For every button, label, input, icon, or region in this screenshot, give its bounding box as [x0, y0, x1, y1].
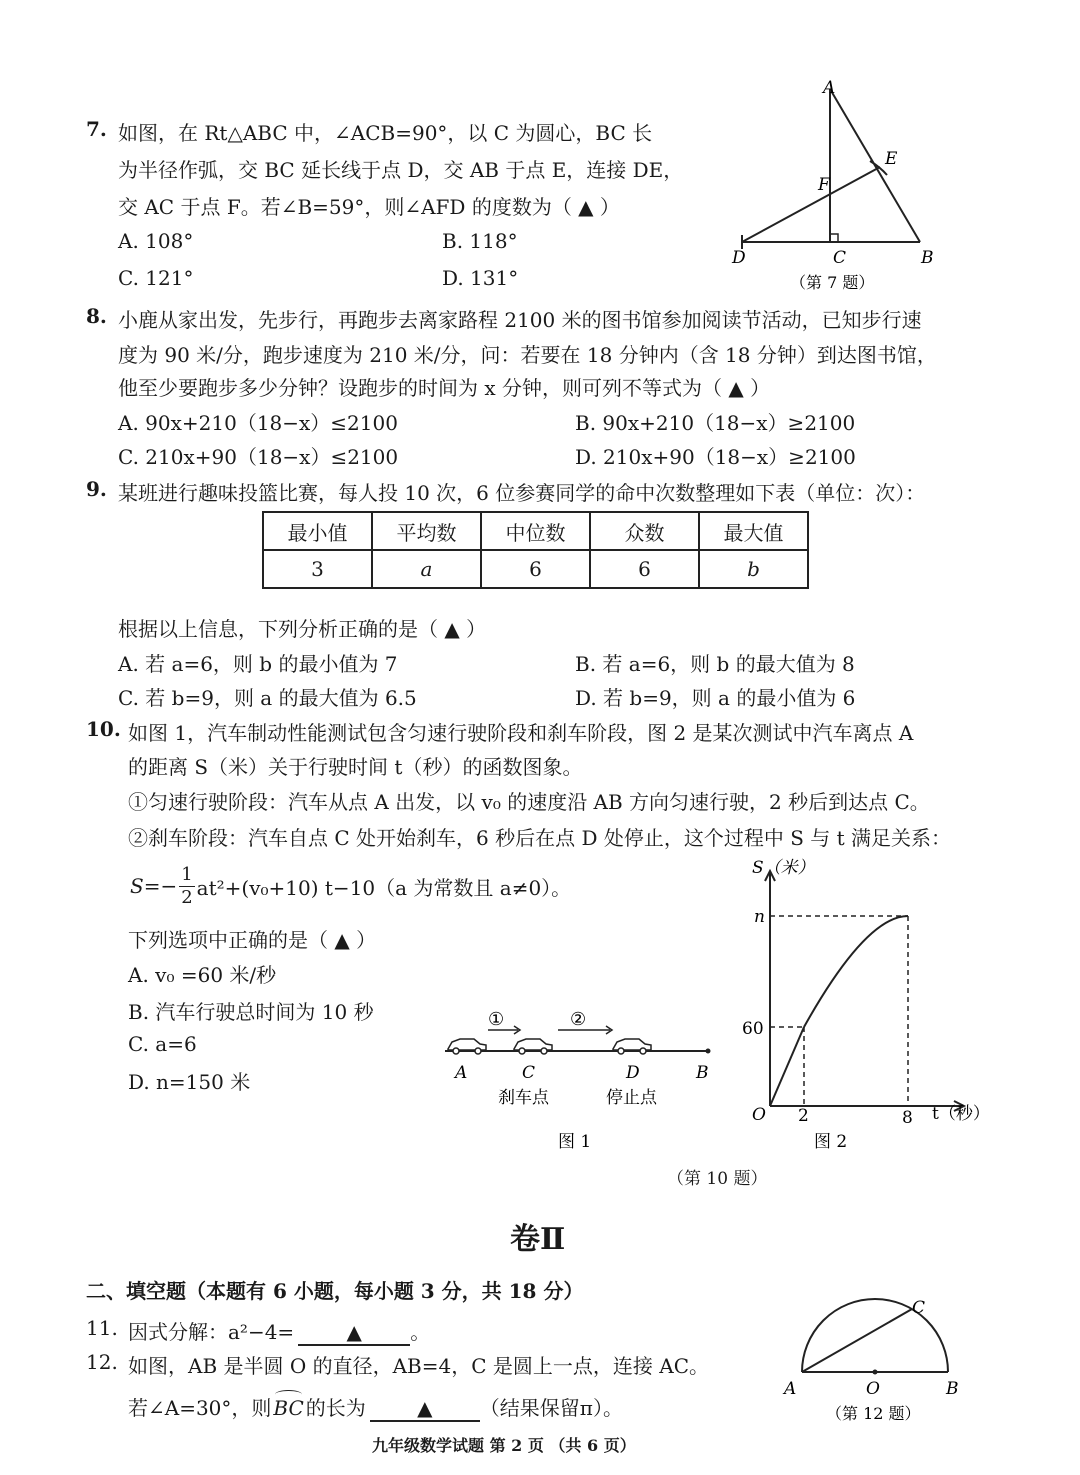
q8-stem-line2: 度为 90 米/分，跑步速度为 210 米/分，问：若要在 18 分钟内（含 18 分钟）到达图书馆，: [118, 343, 937, 367]
segment-de: [742, 167, 880, 242]
formula-fraction: [179, 864, 194, 909]
arc-symbol: [275, 1390, 301, 1399]
table-header-cell: 众数: [590, 512, 699, 550]
q7-stem-line1: 如图，在 Rt△ABC 中，∠ACB=90°，以 C 为圆心，BC 长: [118, 121, 653, 145]
q9-stem-line1: 某班进行趣味投篮比赛，每人投 10 次，6 位参赛同学的命中次数整理如下表（单位：次）：: [118, 481, 926, 505]
table-cell: b: [699, 550, 808, 588]
q10-figure1: [430, 995, 730, 1155]
formula-suffix: at²+(v₀+10) t−10（a 为常数且 a≠0）。: [196, 875, 572, 900]
q12-number: 12.: [86, 1350, 118, 1374]
x-axis-label: t（秒）: [932, 1104, 990, 1124]
q8-option-c: C. 210x+90（18−x）≤2100: [118, 445, 399, 469]
chord-ac: [802, 1309, 912, 1372]
q7-stem-line3: 交 AC 于点 F。若∠B=59°，则∠AFD 的度数为（ ▲ ）: [118, 195, 620, 219]
table-header-cell: 中位数: [481, 512, 590, 550]
section-title: 卷Ⅱ: [510, 1222, 566, 1257]
right-angle-mark: [830, 234, 838, 242]
q10-question: 下列选项中正确的是（ ▲ ）: [128, 928, 377, 952]
q7-caption: （第 7 题）: [790, 273, 875, 292]
q8-option-a: A. 90x+210（18−x）≤2100: [118, 411, 398, 435]
table-cell: 6: [590, 550, 699, 588]
q8-option-b: B. 90x+210（18−x）≥2100: [575, 411, 856, 435]
q10-formula: [130, 860, 571, 912]
q11-number: 11.: [86, 1316, 118, 1340]
q9-option-b: B. 若 a=6，则 b 的最大值为 8: [575, 652, 855, 676]
q10-option-d: D. n=150 米: [128, 1070, 251, 1094]
label-e: E: [885, 149, 898, 169]
q11-prompt: 因式分解：a²−4=: [128, 1320, 295, 1344]
q8-stem-line3: 他至少要跑步多少分钟？设跑步的时间为 x 分钟，则可列不等式为（ ▲ ）: [118, 376, 771, 400]
braking-curve: [804, 916, 908, 1027]
arc-bc-notation: [273, 1396, 303, 1420]
label-o: O: [866, 1379, 880, 1399]
table-header-row: [263, 512, 808, 550]
uniform-segment: [770, 1027, 804, 1106]
q12-end: （结果保留π）。: [479, 1396, 623, 1420]
label-b: B: [696, 1063, 709, 1083]
q7-option-d: D. 131°: [442, 266, 519, 290]
origin-label: O: [752, 1105, 766, 1125]
q12-stem-line2: [128, 1392, 623, 1422]
q7-number: 7.: [86, 117, 107, 141]
q10-stem-line2: 的距离 S（米）关于行驶时间 t（秒）的函数图象。: [128, 755, 583, 779]
q12-answer-blank: ▲: [370, 1396, 480, 1422]
q10-stem-line1: 如图 1，汽车制动性能测试包含匀速行驶阶段和刹车阶段，图 2 是某次测试中汽车离点 A: [128, 721, 914, 745]
q7-option-a: A. 108°: [118, 229, 194, 253]
fraction-numerator: 1: [181, 863, 193, 885]
q11-answer-blank: ▲: [298, 1320, 410, 1346]
table-header-cell: 平均数: [372, 512, 481, 550]
q8-number: 8.: [86, 304, 107, 328]
tick-label-2: 2: [798, 1106, 809, 1126]
brake-point-label: 刹车点: [498, 1088, 549, 1108]
label-b: B: [946, 1379, 959, 1399]
q9-option-c: C. 若 b=9，则 a 的最大值为 6.5: [118, 686, 417, 710]
q11-stem: [128, 1316, 430, 1346]
label-c: C: [833, 248, 847, 268]
q7-figure: [720, 75, 980, 300]
q8-option-d: D. 210x+90（18−x）≥2100: [575, 445, 856, 469]
stage1-marker: ①: [488, 1009, 505, 1030]
tick-label-8: 8: [902, 1108, 913, 1128]
q10-figure2: [740, 853, 1000, 1153]
stage2-marker: ②: [570, 1009, 587, 1030]
label-b: B: [921, 248, 934, 268]
label-f: F: [818, 175, 830, 195]
q10-stage1-text: ①匀速行驶阶段：汽车从点 A 出发，以 v₀ 的速度沿 AB 方向匀速行驶，2 秒后到达点 C。: [128, 790, 930, 814]
q12-length-text: 的长为: [305, 1396, 366, 1420]
tick-label-60: 60: [742, 1019, 764, 1039]
arc-bc-text: BC: [273, 1396, 304, 1420]
q10-option-a: A. v₀ =60 米/秒: [128, 963, 277, 987]
q9-option-d: D. 若 b=9，则 a 的最小值为 6: [575, 686, 856, 710]
q7-option-b: B. 118°: [442, 229, 518, 253]
q10-option-b: B. 汽车行驶总时间为 10 秒: [128, 1000, 374, 1024]
q12-prompt: 若∠A=30°，则: [128, 1396, 272, 1420]
q8-stem-line1: 小鹿从家出发，先步行，再跑步去离家路程 2100 米的图书馆参加阅读节活动，已知步行速: [118, 308, 922, 332]
q10-stage2-text: ②刹车阶段：汽车自点 C 处开始刹车，6 秒后在点 D 处停止，这个过程中 S 与 t 满足关系：: [128, 826, 952, 850]
q12-stem-line1: 如图，AB 是半圆 O 的直径，AB=4，C 是圆上一点，连接 AC。: [128, 1354, 709, 1378]
q9-option-a: A. 若 a=6，则 b 的最小值为 7: [118, 652, 398, 676]
table-header-cell: 最小值: [263, 512, 372, 550]
q12-caption: （第 12 题）: [826, 1404, 921, 1423]
q11-end: 。: [410, 1320, 431, 1344]
label-a: A: [455, 1063, 468, 1083]
q12-figure: [780, 1295, 980, 1430]
y-axis-label: S（米）: [752, 858, 815, 878]
table-cell: 3: [263, 550, 372, 588]
label-d: D: [732, 248, 746, 268]
center-o-dot: [873, 1370, 878, 1375]
page-footer: 九年级数学试题 第 2 页 （共 6 页）: [372, 1436, 636, 1455]
segment-ab: [830, 89, 920, 242]
stop-point-label: 停止点: [606, 1088, 657, 1108]
table-cell: 6: [481, 550, 590, 588]
q9-number: 9.: [86, 477, 107, 501]
table-header-cell: 最大值: [699, 512, 808, 550]
section-heading: 二、填空题（本题有 6 小题，每小题 3 分，共 18 分）: [86, 1279, 584, 1303]
table-row: [263, 550, 808, 588]
q10-number: 10.: [86, 717, 121, 741]
figure1-caption: 图 1: [558, 1132, 592, 1152]
figure2-caption: 图 2: [814, 1132, 848, 1152]
label-a: A: [784, 1379, 797, 1399]
q10-option-c: C. a=6: [128, 1032, 197, 1056]
q9-stem-line2: 根据以上信息，下列分析正确的是（ ▲ ）: [118, 617, 487, 641]
table-cell: a: [372, 550, 481, 588]
fraction-denominator: 2: [181, 886, 193, 908]
tick-label-n: n: [754, 907, 765, 927]
formula-prefix: S=−: [130, 874, 178, 898]
q7-option-c: C. 121°: [118, 266, 194, 290]
semicircle-arc: [802, 1299, 948, 1372]
label-a: A: [823, 78, 836, 98]
q9-stats-table: [262, 511, 809, 589]
label-c: C: [522, 1063, 536, 1083]
point-b-dot: [706, 1049, 711, 1054]
label-c: C: [912, 1298, 926, 1318]
label-d: D: [626, 1063, 640, 1083]
q7-stem-line2: 为半径作弧，交 BC 延长线于点 D，交 AB 于点 E，连接 DE，: [118, 158, 684, 182]
q10-caption: （第 10 题）: [667, 1169, 768, 1189]
